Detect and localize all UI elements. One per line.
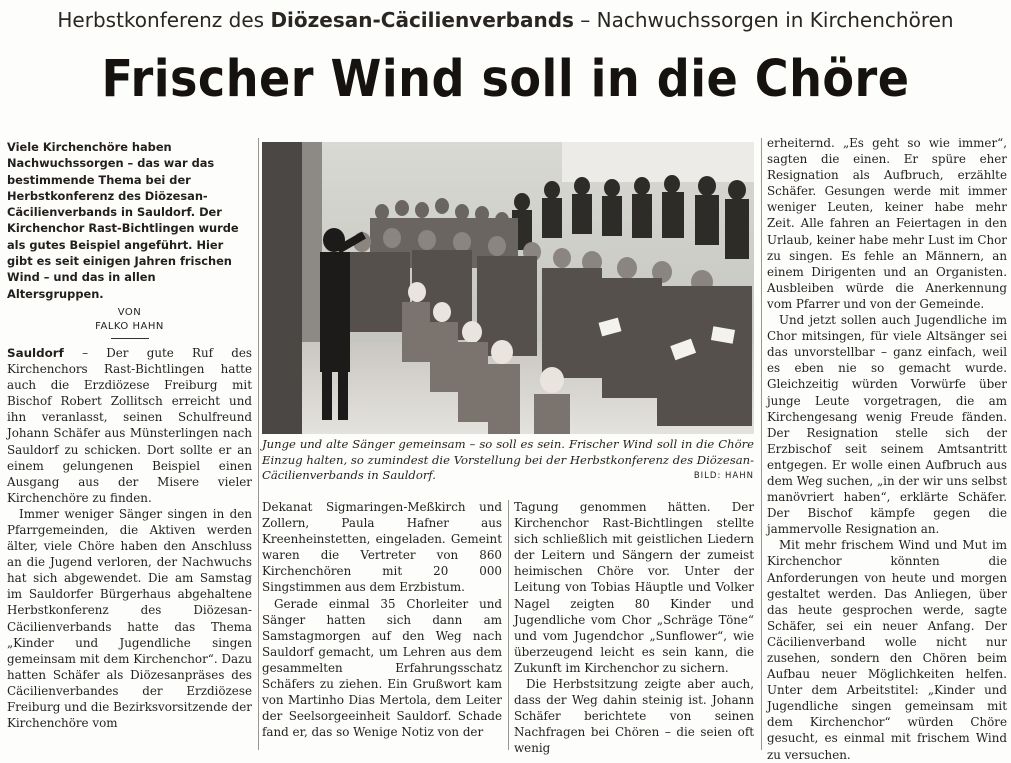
body-paragraph: Gerade einmal 35 Chorleiter und Sänger hatten sich dann am Samstagmorgen auf den Weg nach Sauldorf gemacht, um Lehren aus dem gesammelten Erfahrungsschatz Schäfers zu ziehen. Ein Grußwort kam von Martinho Dias Mertola, dem Leiter der Seelsorgeeinheit Sauldorf. Schade fand er, das so Wenige Notiz von der	[262, 596, 502, 740]
column-rule	[258, 138, 259, 750]
headline: Frischer Wind soll in die Chöre	[101, 50, 910, 109]
body-paragraph: Dekanat Sigmaringen-Meßkirch und Zollern, Paula Hafner aus Kreenheinstetten, eingeladen. Gemeint waren die Vertreter von 860 Kirchenchören mit 20 000 Singstimmen aus dem Erzbistum.	[262, 500, 502, 595]
byline-von: VON	[117, 306, 142, 318]
body-paragraph: Die Herbstsitzung zeigte aber auch, dass der Weg dahin steinig ist. Johann Schäfer berichtete von seinen Nachfragen bei Chören – die seien oft wenig	[514, 677, 754, 756]
body-paragraph: Mit mehr frischem Wind und Mut im Kirchenchor könnten die Anforderungen von heute und morgen gestaltet werden. Das Anliegen, über das heute gesprochen werde, sagte Schäfer, sei ein neuer Anfang. Der Cäcilienverband wolle nicht nur zusehen, sondern den Chören beim Aufbau neuer Möglichkeiten helfen. Unter dem Arbeitstitel: „Kinder und Jugendliche singen gemeinsam mit dem Kirchenchor“ würden Chöre gesucht, es einmal mit frischem Wind zu versuchen.	[767, 538, 1007, 762]
body-text: – Der gute Ruf des Kirchenchors Rast-Bichtlingen hatte auch die Erzdiözese Freiburg mit Bischof Robert Zollitsch erreicht und ihn veranlasst, seinen Schulfreund Johann Schäfer aus Münsterlingen nach Sauldorf zu schicken. Dort sollte er an einem gelungenen Beispiel einen Ausgang aus der Misere vieler Kirchenchöre zu finden.	[7, 345, 252, 505]
choir-photo-illustration	[262, 142, 754, 434]
photo-credit: BILD: HAHN	[693, 471, 754, 482]
kicker-suffix: – Nachwuchssorgen in Kirchenchören	[573, 8, 954, 32]
photo-caption	[262, 437, 754, 485]
body-paragraph: Tagung genommen hätten. Der Kirchenchor Rast-Bichtlingen stellte sich schließlich mit geistlichen Liedern der Leitern und Sängern der zumeist heimischen Chöre vor. Unter der Leitung von Tobias Häuptle und Volker Nagel zeigten 80 Kinder und Jugendliche vom Chor „Schräge Töne“ und vom Jugendchor „Sunflower“, wie überzeugend leicht es sein kann, die Zukunft im Kirchenchor zu sichern.	[514, 500, 754, 675]
choir-photo	[262, 142, 754, 434]
kicker-prefix: Herbstkonferenz des	[57, 8, 271, 32]
column-rule	[508, 500, 509, 750]
column-rule	[761, 138, 762, 750]
body-paragraph: Immer weniger Sänger singen in den Pfarrgemeinden, die Aktiven werden älter, viele Chöre haben den Anschluss an die Jugend verloren, der Nachwuchs hat sich abgewendet. Die am Samstag im Sauldorfer Bürgerhaus abgehaltene Herbstkonferenz des Diözesan-Cäcilienverbands hatte das Thema „Kinder und Jugendliche singen gemeinsam mit dem Kirchenchor“. Dazu hatten Schäfer als Diözesanpräses des Cäcilienverbandes der Erzdiözese Freiburg und die Bezirksvorsitzende der Kirchenchöre vom	[7, 506, 252, 731]
kicker-bold: Diözesan-Cäcilienverbands	[270, 8, 574, 32]
column-2	[262, 499, 502, 740]
dateline: Sauldorf	[7, 345, 64, 360]
body-paragraph	[7, 345, 252, 506]
body-paragraph: Und jetzt sollen auch Jugendliche im Chor mitsingen, für viele Altsänger sei das unvorstellbar – ganz einfach, weil es eben nie so gemacht wurde. Gleichzeitig würden Vorwürfe über junge Leute vorgetragen, die am Kirchengesang wenig Freude fänden. Der Resignation stelle sich der Erzbischof seit seinem Amtsantritt entgegen. Er wolle einen Aufbruch aus dem Weg suchen, „in der wir uns selbst manövriert haben“, erklärte Schäfer. Der Bischof kämpfe gegen die jammervolle Resignation an.	[767, 313, 1007, 537]
byline-rule	[111, 338, 149, 339]
column-1	[7, 139, 252, 731]
caption-text: Junge und alte Sänger gemeinsam – so soll es sein. Frischer Wind soll in die Chöre Einzug halten, so zumindest die Vorstellung bei der Herbstkonferenz des Diözesan-Cäcilienverbands in Sauldorf.	[262, 437, 754, 483]
column-3	[514, 499, 754, 757]
lead-paragraph: Viele Kirchenchöre haben Nachwuchssorgen – das war das bestimmende Thema bei der Herbstkonferenz des Diözesan-Cäcilienverbands in Sauldorf. Der Kirchenchor Rast-Bichtlingen wurde als gutes Beispiel angeführt. Hier gibt es seit einigen Jahren frischen Wind – und das in allen Altersgruppen.	[7, 140, 239, 301]
kicker-line	[0, 8, 1011, 32]
byline-author: FALKO HAHN	[95, 320, 164, 332]
column-4	[767, 135, 1007, 763]
byline	[7, 306, 252, 334]
body-paragraph: erheiternd. „Es geht so wie immer“, sagten die einen. Er spüre eher Resignation als Aufbruch, erzählte Schäfer. Gesungen werde mit immer weniger Leuten, keiner habe mehr Zeit. Alle fahren an Feiertagen in den Urlaub, keiner habe mehr Lust im Chor zu singen. Es fehle an Männern, an einem Dirigenten und an Organisten. Ausbleiben würde die Anerkennung vom Pfarrer und von der Gemeinde.	[767, 136, 1007, 311]
